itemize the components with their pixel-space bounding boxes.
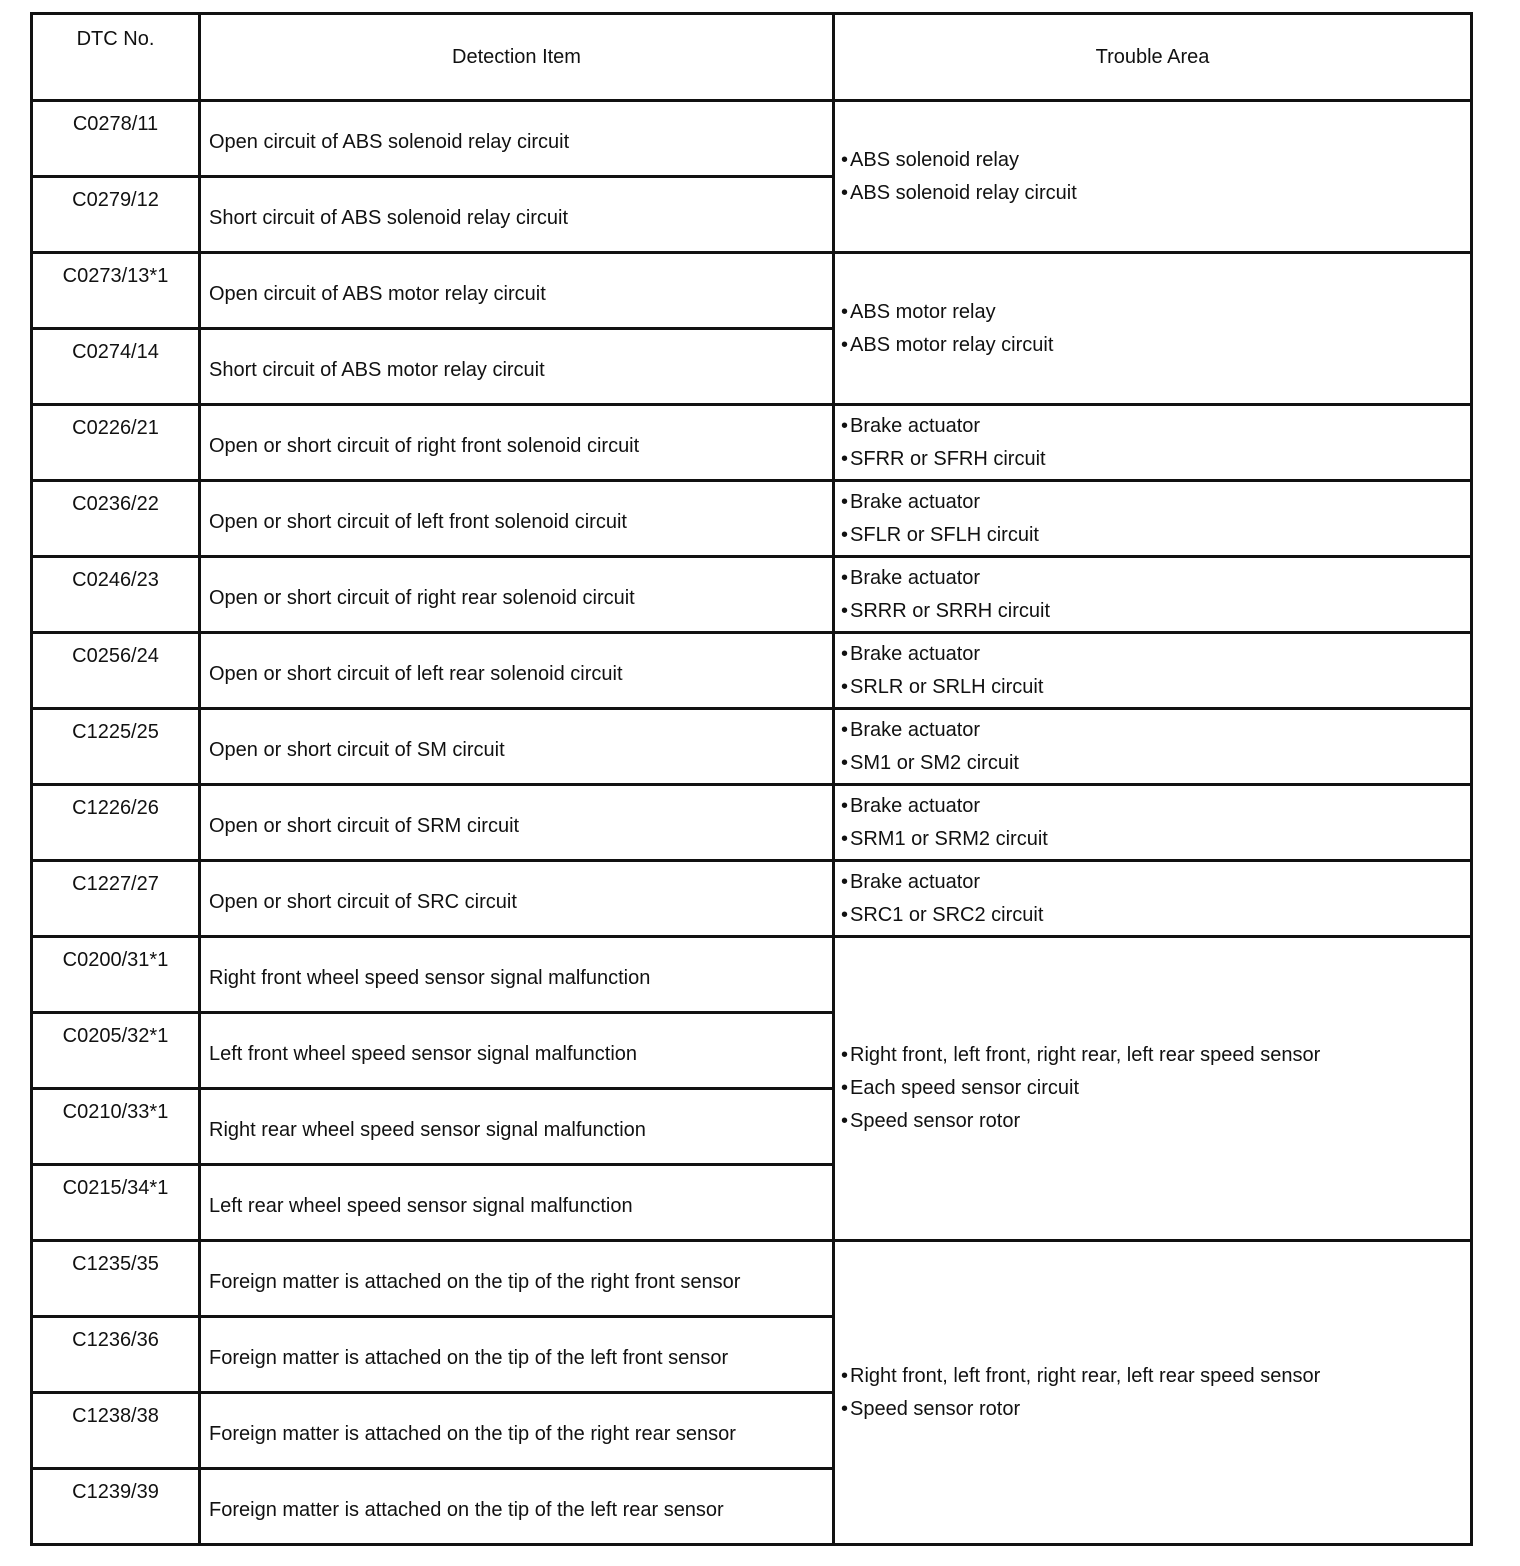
trouble-area (834, 405, 1472, 481)
trouble-area-item: • Brake actuator (841, 410, 1470, 443)
dtc-code: C1236/36 (32, 1317, 200, 1393)
dtc-code: C0278/11 (32, 101, 200, 177)
trouble-area (834, 937, 1472, 1241)
dtc-code: C0215/34*1 (32, 1165, 200, 1241)
dtc-code: C0274/14 (32, 329, 200, 405)
table-row (32, 861, 1472, 937)
dtc-code: C0210/33*1 (32, 1089, 200, 1165)
trouble-area-item: • Brake actuator (841, 714, 1470, 747)
trouble-area-list (841, 1360, 1470, 1426)
table-row (32, 937, 1472, 1013)
dtc-code: C0236/22 (32, 481, 200, 557)
detection-item: Left front wheel speed sensor signal malfunction (200, 1013, 834, 1089)
trouble-area-list (841, 486, 1470, 552)
dtc-code: C0200/31*1 (32, 937, 200, 1013)
header-detection-item: Detection Item (200, 14, 834, 101)
trouble-area-item: • ABS motor relay circuit (841, 329, 1470, 362)
table-row (32, 405, 1472, 481)
detection-item: Right rear wheel speed sensor signal malfunction (200, 1089, 834, 1165)
dtc-code: C1227/27 (32, 861, 200, 937)
trouble-area-list (841, 790, 1470, 856)
trouble-area-item: • Each speed sensor circuit (841, 1072, 1470, 1105)
trouble-area-item: • Right front, left front, right rear, left rear speed sensor (841, 1039, 1470, 1072)
dtc-code: C0273/13*1 (32, 253, 200, 329)
trouble-area-item: • SM1 or SM2 circuit (841, 747, 1470, 780)
dtc-code: C1235/35 (32, 1241, 200, 1317)
table-row (32, 101, 1472, 177)
table-row (32, 481, 1472, 557)
trouble-area-item: • Brake actuator (841, 790, 1470, 823)
detection-item: Open or short circuit of SRM circuit (200, 785, 834, 861)
trouble-area (834, 861, 1472, 937)
trouble-area-list (841, 144, 1470, 210)
trouble-area-item: • Brake actuator (841, 638, 1470, 671)
detection-item: Foreign matter is attached on the tip of the right rear sensor (200, 1393, 834, 1469)
trouble-area-item: • SRM1 or SRM2 circuit (841, 823, 1470, 856)
trouble-area-list (841, 866, 1470, 932)
detection-item: Short circuit of ABS solenoid relay circuit (200, 177, 834, 253)
trouble-area-list (841, 714, 1470, 780)
trouble-area-list (841, 1039, 1470, 1138)
header-trouble-area: Trouble Area (834, 14, 1472, 101)
header-dtc-no: DTC No. (32, 14, 200, 101)
trouble-area (834, 481, 1472, 557)
trouble-area-item: • SFRR or SFRH circuit (841, 443, 1470, 476)
dtc-code: C1225/25 (32, 709, 200, 785)
trouble-area-item: • SFLR or SFLH circuit (841, 519, 1470, 552)
trouble-area-item: • SRC1 or SRC2 circuit (841, 899, 1470, 932)
dtc-code: C0256/24 (32, 633, 200, 709)
detection-item: Open or short circuit of left front solenoid circuit (200, 481, 834, 557)
table-row (32, 633, 1472, 709)
detection-item: Open or short circuit of right front solenoid circuit (200, 405, 834, 481)
dtc-table (30, 12, 1473, 1546)
trouble-area-list (841, 410, 1470, 476)
trouble-area (834, 1241, 1472, 1545)
trouble-area-item: • ABS solenoid relay (841, 144, 1470, 177)
dtc-code: C1239/39 (32, 1469, 200, 1545)
trouble-area-list (841, 296, 1470, 362)
detection-item: Foreign matter is attached on the tip of the left front sensor (200, 1317, 834, 1393)
detection-item: Open circuit of ABS solenoid relay circuit (200, 101, 834, 177)
trouble-area (834, 633, 1472, 709)
dtc-code: C0205/32*1 (32, 1013, 200, 1089)
trouble-area-item: • ABS motor relay (841, 296, 1470, 329)
detection-item: Right front wheel speed sensor signal malfunction (200, 937, 834, 1013)
table-row (32, 1241, 1472, 1317)
detection-item: Foreign matter is attached on the tip of the left rear sensor (200, 1469, 834, 1545)
detection-item: Short circuit of ABS motor relay circuit (200, 329, 834, 405)
dtc-code: C1226/26 (32, 785, 200, 861)
dtc-code: C0226/21 (32, 405, 200, 481)
trouble-area (834, 785, 1472, 861)
trouble-area-item: • Brake actuator (841, 486, 1470, 519)
trouble-area-item: • ABS solenoid relay circuit (841, 177, 1470, 210)
trouble-area (834, 557, 1472, 633)
detection-item: Foreign matter is attached on the tip of the right front sensor (200, 1241, 834, 1317)
dtc-code: C0279/12 (32, 177, 200, 253)
table-row (32, 253, 1472, 329)
trouble-area-item: • Brake actuator (841, 562, 1470, 595)
trouble-area (834, 101, 1472, 253)
table-row (32, 785, 1472, 861)
detection-item: Open circuit of ABS motor relay circuit (200, 253, 834, 329)
table-row (32, 557, 1472, 633)
table-row (32, 709, 1472, 785)
trouble-area (834, 709, 1472, 785)
header-row (32, 14, 1472, 101)
trouble-area (834, 253, 1472, 405)
trouble-area-list (841, 562, 1470, 628)
trouble-area-item: • SRLR or SRLH circuit (841, 671, 1470, 704)
detection-item: Open or short circuit of SRC circuit (200, 861, 834, 937)
trouble-area-list (841, 638, 1470, 704)
trouble-area-item: • Brake actuator (841, 866, 1470, 899)
dtc-code: C1238/38 (32, 1393, 200, 1469)
detection-item: Open or short circuit of right rear solenoid circuit (200, 557, 834, 633)
trouble-area-item: • Right front, left front, right rear, left rear speed sensor (841, 1360, 1470, 1393)
detection-item: Left rear wheel speed sensor signal malfunction (200, 1165, 834, 1241)
detection-item: Open or short circuit of SM circuit (200, 709, 834, 785)
trouble-area-item: • Speed sensor rotor (841, 1105, 1470, 1138)
trouble-area-item: • Speed sensor rotor (841, 1393, 1470, 1426)
detection-item: Open or short circuit of left rear solenoid circuit (200, 633, 834, 709)
dtc-code: C0246/23 (32, 557, 200, 633)
trouble-area-item: • SRRR or SRRH circuit (841, 595, 1470, 628)
